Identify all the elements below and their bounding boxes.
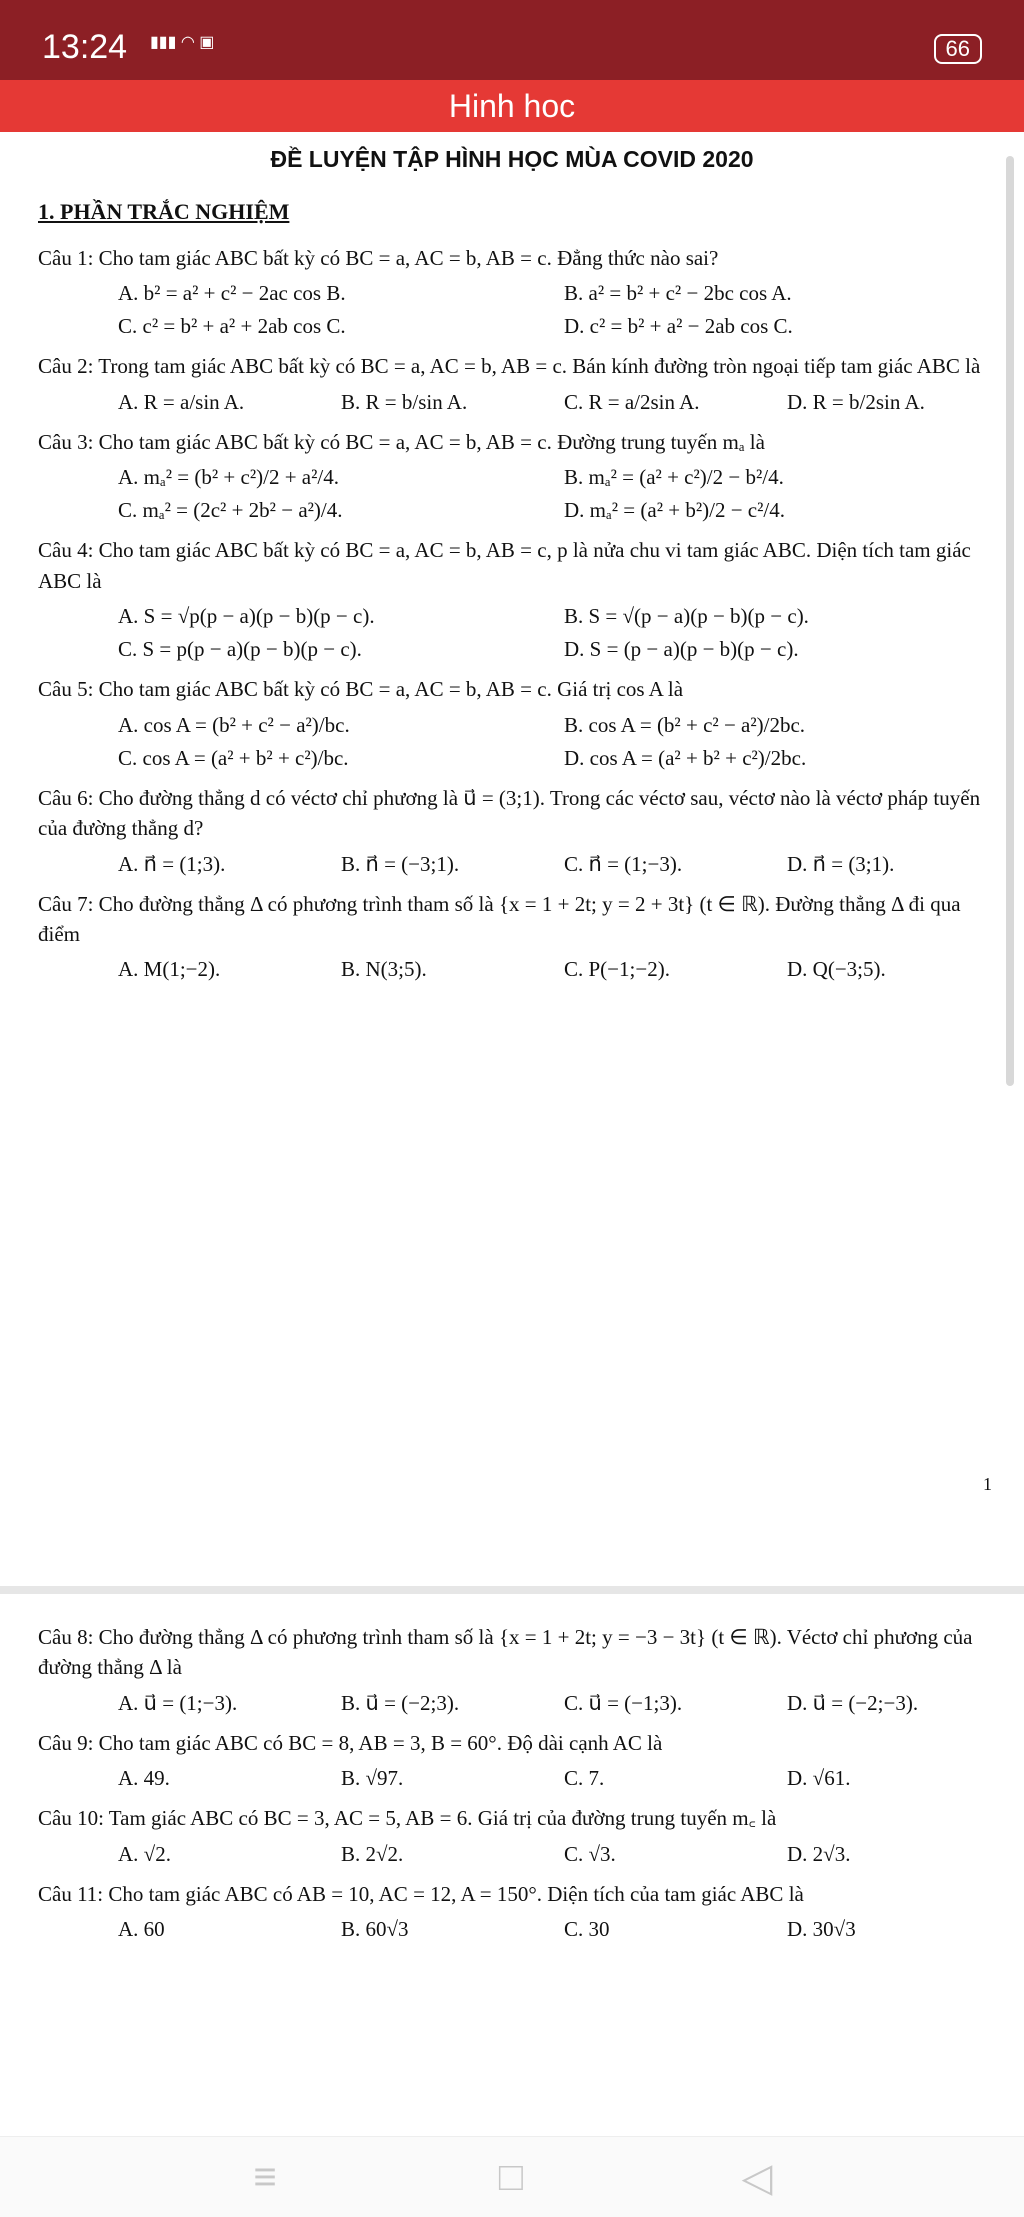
q4-option-a: A. S = √p(p − a)(p − b)(p − c). [118, 604, 375, 629]
q9-option-d: D. √61. [787, 1766, 851, 1791]
question-3: Câu 3: Cho tam giác ABC bất kỳ có BC = a, AC = b, AB = c. Đường trung tuyến mₐ là [38, 429, 765, 454]
question-11-options [118, 1917, 986, 1942]
q7-option-d: D. Q(−3;5). [787, 957, 886, 982]
q8-option-b: B. u⃗ = (−2;3). [341, 1690, 460, 1715]
q11-option-c: C. 30 [564, 1917, 610, 1942]
q7-option-c: C. P(−1;−2). [564, 957, 670, 982]
q5-option-b: B. cos A = (b² + c² − a²)/2bc. [564, 712, 806, 737]
status-bar [0, 0, 1024, 80]
question-4: Câu 4: Cho tam giác ABC bất kỳ có BC = a, AC = b, AB = c, p là nửa chu vi tam giác ABC. Diện tích tam giác ABC là [38, 538, 971, 593]
q10-option-a: A. √2. [118, 1841, 171, 1866]
q10-option-c: C. √3. [564, 1841, 616, 1866]
question-5: Câu 5: Cho tam giác ABC bất kỳ có BC = a, AC = b, AB = c. Giá trị cos A là [38, 677, 684, 702]
page-number: 1 [983, 1474, 992, 1494]
battery-icon: 66 [934, 34, 982, 64]
q3-option-c: C. mₐ² = (2c² + 2b² − a²)/4. [118, 498, 343, 523]
q1-option-b: B. a² = b² + c² − 2bc cos A. [564, 281, 792, 306]
q4-option-c: C. S = p(p − a)(p − b)(p − c). [118, 637, 362, 662]
question-9: Câu 9: Cho tam giác ABC có BC = 8, AB = 3, B = 60°. Độ dài cạnh AC là [38, 1730, 663, 1755]
signal-wifi-icons: ▮▮▮ ◠ ▣ [150, 34, 215, 51]
q6-option-b: B. n⃗ = (−3;1). [341, 851, 460, 876]
app-title-bar: Hinh hoc [0, 80, 1024, 132]
section-heading: 1. PHẦN TRẮC NGHIỆM [38, 199, 290, 224]
q6-option-c: C. n⃗ = (1;−3). [564, 851, 683, 876]
question-7: Câu 7: Cho đường thẳng Δ có phương trình tham số là {x = 1 + 2t; y = 2 + 3t} (t ∈ ℝ). Đường thẳng Δ đi qua điểm [38, 891, 961, 946]
question-2-options [118, 390, 986, 415]
q11-option-d: D. 30√3 [787, 1917, 856, 1942]
q10-option-b: B. 2√2. [341, 1841, 404, 1866]
question-11: Câu 11: Cho tam giác ABC có AB = 10, AC = 12, A = 150°. Diện tích của tam giác ABC là [38, 1881, 804, 1906]
q2-option-c: C. R = a/2sin A. [564, 389, 700, 414]
question-2: Câu 2: Trong tam giác ABC bất kỳ có BC = a, AC = b, AB = c. Bán kính đường tròn ngoại tiếp tam giác ABC là [38, 354, 981, 379]
q3-option-a: A. mₐ² = (b² + c²)/2 + a²/4. [118, 465, 340, 490]
scroll-indicator[interactable] [1006, 156, 1014, 1086]
question-8-options [118, 1691, 986, 1716]
q11-option-b: B. 60√3 [341, 1917, 409, 1942]
q1-option-a: A. b² = a² + c² − 2ac cos B. [118, 281, 346, 306]
q2-option-d: D. R = b/2sin A. [787, 389, 925, 414]
q5-option-c: C. cos A = (a² + b² + c²)/bc. [118, 745, 349, 770]
q9-option-c: C. 7. [564, 1766, 605, 1791]
q3-option-d: D. mₐ² = (a² + b²)/2 − c²/4. [564, 498, 786, 523]
document-page-1 [38, 146, 986, 990]
q9-option-a: A. 49. [118, 1766, 170, 1791]
q3-option-b: B. mₐ² = (a² + c²)/2 − b²/4. [564, 465, 784, 490]
back-icon[interactable]: ◁ [741, 2156, 773, 2200]
q11-option-a: A. 60 [118, 1917, 165, 1942]
question-1: Câu 1: Cho tam giác ABC bất kỳ có BC = a, AC = b, AB = c. Đẳng thức nào sai? [38, 246, 719, 270]
menu-icon[interactable]: ≡ [253, 2155, 277, 2199]
q2-option-b: B. R = b/sin A. [341, 389, 468, 414]
q10-option-d: D. 2√3. [787, 1841, 851, 1866]
question-6-options [118, 852, 986, 877]
q8-option-d: D. u⃗ = (−2;−3). [787, 1690, 919, 1715]
page-divider [0, 1586, 1024, 1594]
q5-option-d: D. cos A = (a² + b² + c²)/2bc. [564, 745, 807, 770]
q8-option-c: C. u⃗ = (−1;3). [564, 1690, 683, 1715]
q8-option-a: A. u⃗ = (1;−3). [118, 1690, 238, 1715]
status-time: 13:24 [42, 28, 128, 66]
home-icon[interactable]: □ [498, 2155, 524, 2199]
document-page-2 [38, 1610, 986, 1950]
question-5-options [118, 713, 986, 771]
q6-option-d: D. n⃗ = (3;1). [787, 851, 895, 876]
question-8: Câu 8: Cho đường thẳng Δ có phương trình tham số là {x = 1 + 2t; y = −3 − 3t} (t ∈ ℝ). Véctơ chỉ phương của đường thẳng Δ là [38, 1625, 973, 1680]
question-3-options [118, 465, 986, 523]
document-title: ĐỀ LUYỆN TẬP HÌNH HỌC MÙA COVID 2020 [270, 146, 754, 172]
question-10: Câu 10: Tam giác ABC có BC = 3, AC = 5, AB = 6. Giá trị của đường trung tuyến m꜀ là [38, 1806, 777, 1831]
q4-option-b: B. S = √(p − a)(p − b)(p − c). [564, 604, 809, 629]
question-10-options [118, 1842, 986, 1867]
question-6: Câu 6: Cho đường thẳng d có véctơ chỉ phương là u⃗ = (3;1). Trong các véctơ sau, véctơ nào là véctơ pháp tuyến của đường thẳng d? [38, 785, 981, 841]
q2-option-a: A. R = a/sin A. [118, 389, 245, 414]
question-7-options [118, 957, 986, 982]
android-navigation-bar [0, 2136, 1024, 2217]
q1-option-c: C. c² = b² + a² + 2ab cos C. [118, 314, 346, 339]
q6-option-a: A. n⃗ = (1;3). [118, 851, 226, 876]
q1-option-d: D. c² = b² + a² − 2ab cos C. [564, 314, 793, 339]
question-4-options [118, 604, 986, 662]
q7-option-a: A. M(1;−2). [118, 957, 221, 982]
question-9-options [118, 1766, 986, 1791]
question-1-options [118, 281, 986, 339]
q7-option-b: B. N(3;5). [341, 957, 427, 982]
q5-option-a: A. cos A = (b² + c² − a²)/bc. [118, 712, 350, 737]
q4-option-d: D. S = (p − a)(p − b)(p − c). [564, 637, 799, 662]
q9-option-b: B. √97. [341, 1766, 404, 1791]
